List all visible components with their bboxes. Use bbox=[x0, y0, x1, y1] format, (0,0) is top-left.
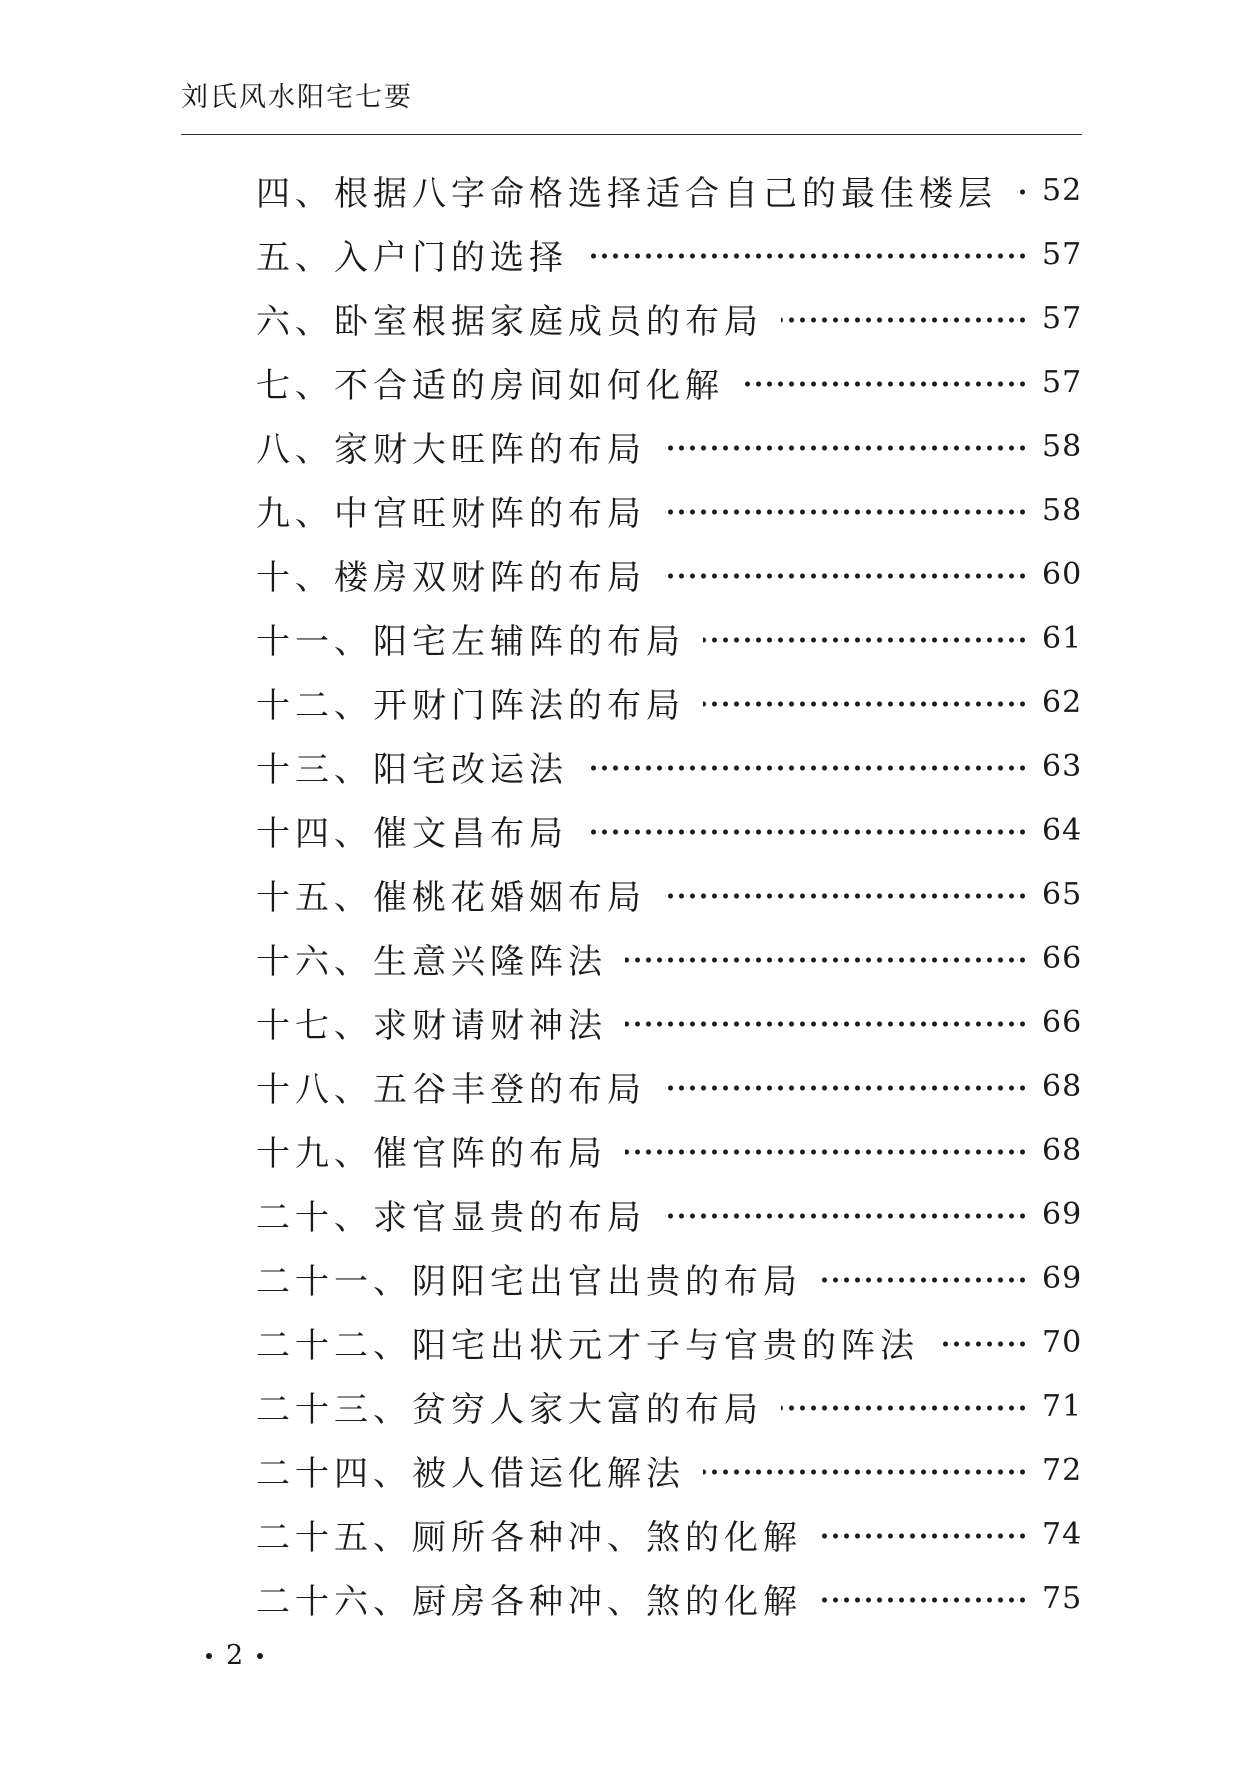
toc-dot-leader bbox=[625, 1149, 1028, 1155]
toc-entry bbox=[256, 1246, 1082, 1310]
toc-entry bbox=[256, 1182, 1082, 1246]
toc-dot-leader bbox=[586, 253, 1028, 259]
folio-dot-right bbox=[257, 1653, 263, 1659]
toc-entry bbox=[256, 542, 1082, 606]
header-rule bbox=[181, 134, 1082, 135]
toc-entry-page: 68 bbox=[1042, 1132, 1083, 1168]
toc-dot-leader bbox=[703, 637, 1028, 643]
table-of-contents bbox=[256, 158, 1082, 1630]
toc-entry-page: 70 bbox=[1042, 1324, 1083, 1360]
toc-dot-leader bbox=[664, 893, 1028, 899]
toc-entry-page: 63 bbox=[1042, 748, 1083, 784]
toc-entry-title: 十二、开财门阵法的布局 bbox=[256, 685, 685, 726]
toc-entry-title: 二十五、厕所各种冲、煞的化解 bbox=[256, 1517, 802, 1558]
toc-dot-leader bbox=[781, 1405, 1028, 1411]
toc-entry-page: 57 bbox=[1042, 236, 1083, 272]
toc-entry bbox=[256, 1054, 1082, 1118]
toc-entry bbox=[256, 606, 1082, 670]
toc-entry-page: 57 bbox=[1042, 300, 1083, 336]
toc-dot-leader bbox=[703, 701, 1028, 707]
toc-entry-page: 68 bbox=[1042, 1068, 1083, 1104]
toc-entry-title: 二十、求官显贵的布局 bbox=[256, 1197, 646, 1238]
toc-entry-title: 十三、阳宅改运法 bbox=[256, 749, 568, 790]
toc-dot-leader bbox=[1015, 189, 1028, 195]
toc-entry-title: 四、根据八字命格选择适合自己的最佳楼层 bbox=[256, 173, 997, 214]
toc-entry-title: 八、家财大旺阵的布局 bbox=[256, 429, 646, 470]
toc-entry bbox=[256, 1310, 1082, 1374]
toc-entry-page: 52 bbox=[1042, 172, 1083, 208]
toc-entry-page: 75 bbox=[1042, 1580, 1083, 1616]
toc-dot-leader bbox=[586, 829, 1028, 835]
toc-entry-title: 十、楼房双财阵的布局 bbox=[256, 557, 646, 598]
toc-entry-page: 64 bbox=[1042, 812, 1083, 848]
toc-entry-title: 十七、求财请财神法 bbox=[256, 1005, 607, 1046]
page-number-value: 2 bbox=[226, 1640, 244, 1671]
toc-entry-title: 二十四、被人借运化解法 bbox=[256, 1453, 685, 1494]
toc-entry-title: 十八、五谷丰登的布局 bbox=[256, 1069, 646, 1110]
toc-entry-page: 58 bbox=[1042, 428, 1083, 464]
toc-entry-page: 65 bbox=[1042, 876, 1083, 912]
toc-dot-leader bbox=[664, 445, 1028, 451]
toc-entry-title: 十四、催文昌布局 bbox=[256, 813, 568, 854]
toc-entry-page: 71 bbox=[1042, 1388, 1083, 1424]
folio-dot-left bbox=[206, 1653, 212, 1659]
toc-entry bbox=[256, 670, 1082, 734]
toc-entry-title: 二十一、阴阳宅出官出贵的布局 bbox=[256, 1261, 802, 1302]
toc-entry-page: 62 bbox=[1042, 684, 1083, 720]
toc-entry bbox=[256, 222, 1082, 286]
toc-dot-leader bbox=[625, 957, 1028, 963]
toc-dot-leader bbox=[664, 1213, 1028, 1219]
toc-entry bbox=[256, 1566, 1082, 1630]
toc-entry-title: 六、卧室根据家庭成员的布局 bbox=[256, 301, 763, 342]
toc-entry bbox=[256, 1502, 1082, 1566]
toc-entry bbox=[256, 862, 1082, 926]
toc-entry bbox=[256, 1438, 1082, 1502]
toc-entry bbox=[256, 926, 1082, 990]
toc-entry-title: 九、中宫旺财阵的布局 bbox=[256, 493, 646, 534]
toc-entry bbox=[256, 1118, 1082, 1182]
toc-entry bbox=[256, 734, 1082, 798]
toc-entry bbox=[256, 286, 1082, 350]
toc-entry bbox=[256, 350, 1082, 414]
toc-dot-leader bbox=[664, 1085, 1028, 1091]
toc-entry bbox=[256, 158, 1082, 222]
toc-entry bbox=[256, 1374, 1082, 1438]
toc-entry-title: 五、入户门的选择 bbox=[256, 237, 568, 278]
toc-entry-title: 十一、阳宅左辅阵的布局 bbox=[256, 621, 685, 662]
toc-entry-title: 二十三、贫穷人家大富的布局 bbox=[256, 1389, 763, 1430]
toc-entry bbox=[256, 990, 1082, 1054]
toc-entry-page: 74 bbox=[1042, 1516, 1083, 1552]
toc-entry-page: 57 bbox=[1042, 364, 1083, 400]
toc-entry bbox=[256, 414, 1082, 478]
toc-entry-title: 十九、催官阵的布局 bbox=[256, 1133, 607, 1174]
toc-dot-leader bbox=[664, 573, 1028, 579]
toc-dot-leader bbox=[625, 1021, 1028, 1027]
toc-dot-leader bbox=[820, 1597, 1028, 1603]
toc-entry-title: 十六、生意兴隆阵法 bbox=[256, 941, 607, 982]
toc-entry-title: 十五、催桃花婚姻布局 bbox=[256, 877, 646, 918]
toc-dot-leader bbox=[742, 381, 1028, 387]
toc-dot-leader bbox=[781, 317, 1028, 323]
toc-entry bbox=[256, 478, 1082, 542]
toc-dot-leader bbox=[703, 1469, 1028, 1475]
toc-entry-page: 58 bbox=[1042, 492, 1083, 528]
toc-entry-page: 69 bbox=[1042, 1196, 1083, 1232]
toc-entry-page: 61 bbox=[1042, 620, 1083, 656]
toc-dot-leader bbox=[586, 765, 1028, 771]
toc-dot-leader bbox=[820, 1533, 1028, 1539]
page-number bbox=[206, 1640, 263, 1671]
toc-entry-title: 七、不合适的房间如何化解 bbox=[256, 365, 724, 406]
toc-entry-page: 66 bbox=[1042, 1004, 1083, 1040]
toc-entry-page: 60 bbox=[1042, 556, 1083, 592]
toc-dot-leader bbox=[664, 509, 1028, 515]
toc-entry-page: 66 bbox=[1042, 940, 1083, 976]
toc-entry-title: 二十二、阳宅出状元才子与官贵的阵法 bbox=[256, 1325, 919, 1366]
toc-dot-leader bbox=[937, 1341, 1028, 1347]
toc-entry bbox=[256, 798, 1082, 862]
toc-entry-page: 72 bbox=[1042, 1452, 1083, 1488]
toc-entry-title: 二十六、厨房各种冲、煞的化解 bbox=[256, 1581, 802, 1622]
running-head: 刘氏风水阳宅七要 bbox=[181, 82, 413, 113]
toc-dot-leader bbox=[820, 1277, 1028, 1283]
toc-entry-page: 69 bbox=[1042, 1260, 1083, 1296]
